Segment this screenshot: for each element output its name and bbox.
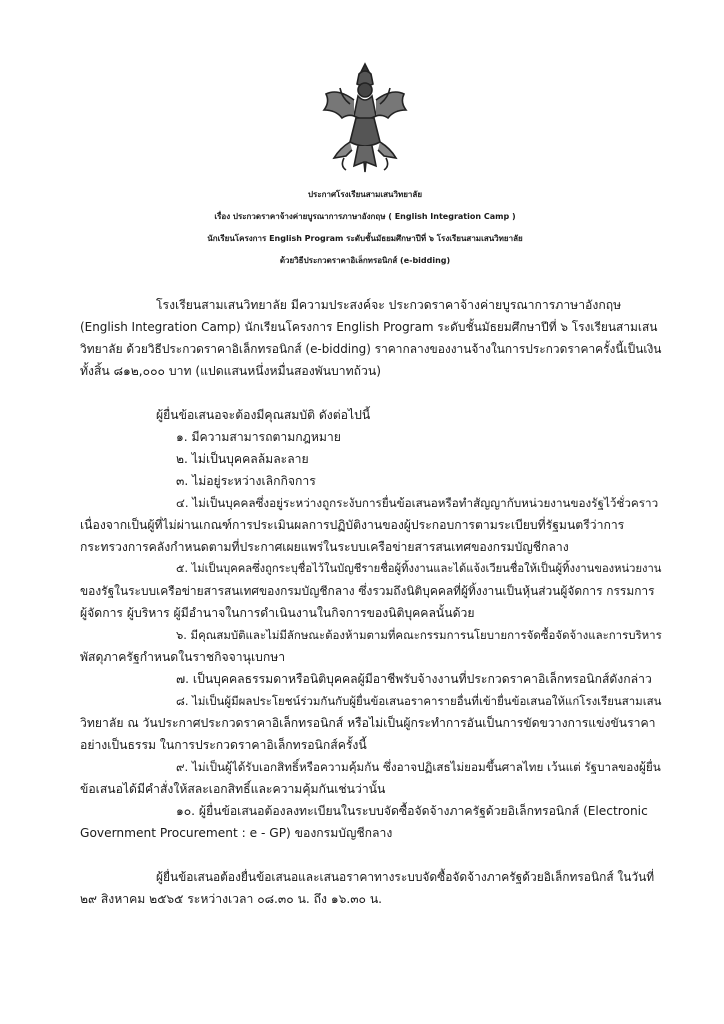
announcement-title: ประกาศโรงเรียนสามเสนวิทยาลัย: [307, 190, 423, 199]
qualification-item-cont: ข้อเสนอได้มีคำสั่งให้สละเอกสิทธิ์และความคุ้มกันเช่นว่านั้น: [80, 782, 386, 796]
qualifications-title: ผู้ยื่นข้อเสนอจะต้องมีคุณสมบัติ ดังต่อไปนี้: [156, 408, 371, 422]
qualification-item: ๒. ไม่เป็นบุคคลล้มละลาย: [176, 452, 309, 466]
closing-paragraph: ๒๙ สิงหาคม ๒๕๖๕ ระหว่างเวลา ๐๘.๓๐ น. ถึง ๑๖.๓๐ น.: [80, 892, 383, 906]
qualification-item: ๘. ไม่เป็นผู้มีผลประโยชน์ร่วมกันกับผู้ยื่นข้อเสนอราคารายอื่นที่เข้ายื่นข้อเสนอให้แก่โรงเรียนสามเสน: [176, 694, 662, 708]
qualification-item-cont: เนื่องจากเป็นผู้ที่ไม่ผ่านเกณฑ์การประเมินผลการปฏิบัติงานของผู้ประกอบการตามระเบียบที่รัฐมนตรีว่าการ: [80, 518, 625, 532]
qualification-item: ๑. มีความสามารถตามกฎหมาย: [176, 430, 341, 444]
intro-paragraph: ทั้งสิ้น ๘๑๒,๐๐๐ บาท (แปดแสนหนึ่งหมื่นสองพันบาทถ้วน): [80, 364, 381, 378]
announcement-subject: เรื่อง ประกวดราคาจ้างค่ายบูรณาการภาษาอังกฤษ ( English Integration Camp ): [214, 212, 516, 221]
intro-paragraph: วิทยาลัย ด้วยวิธีประกวดราคาอิเล็กทรอนิกส์ (e-bidding) ราคากลางของงานจ้างในการประกวดราคาครั้งนี้เป็นเงิน: [80, 342, 662, 356]
qualification-item-cont: วิทยาลัย ณ วันประกาศประกวดราคาอิเล็กทรอนิกส์ หรือไม่เป็นผู้กระทำการอันเป็นการขัดขวางการแข่งขันราคา: [80, 716, 656, 730]
intro-paragraph: โรงเรียนสามเสนวิทยาลัย มีความประสงค์จะ ประกวดราคาจ้างค่ายบูรณาการภาษาอังกฤษ: [156, 298, 622, 312]
qualification-item-cont: อย่างเป็นธรรม ในการประกวดราคาอิเล็กทรอนิกส์ครั้งนี้: [80, 738, 367, 752]
qualification-item: ๑๐. ผู้ยื่นข้อเสนอต้องลงทะเบียนในระบบจัดซื้อจัดจ้างภาครัฐด้วยอิเล็กทรอนิกส์ (Electronic: [176, 804, 648, 818]
garuda-emblem-icon: [320, 58, 410, 180]
intro-paragraph: (English Integration Camp) นักเรียนโครงการ English Program ระดับชั้นมัธยมศึกษาปีที่ ๖ โรงเรียนสามเสน: [80, 320, 658, 334]
qualification-item: ๗. เป็นบุคคลธรรมดาหรือนิติบุคคลผู้มีอาชีพรับจ้างงานที่ประกวดราคาอิเล็กทรอนิกส์ดังกล่าว: [176, 672, 652, 686]
qualification-item-cont: ของรัฐในระบบเครือข่ายสารสนเทศของกรมบัญชีกลาง ซึ่งรวมถึงนิติบุคคลที่ผู้ทิ้งงานเป็นหุ้นส่วนผู้จัดการ กรรมการ: [80, 584, 655, 598]
qualification-item-cont: กระทรวงการคลังกำหนดตามที่ประกาศเผยแพร่ในระบบเครือข่ายสารสนเทศของกรมบัญชีกลาง: [80, 540, 569, 554]
announcement-subject-line3: ด้วยวิธีประกวดราคาอิเล็กทรอนิกส์ (e-bidding): [279, 256, 451, 265]
qualification-item: ๔. ไม่เป็นบุคคลซึ่งอยู่ระหว่างถูกระงับการยื่นข้อเสนอหรือทำสัญญากับหน่วยงานของรัฐไว้ชั่วคราว: [176, 496, 659, 510]
qualification-item: ๙. ไม่เป็นผู้ได้รับเอกสิทธิ์หรือความคุ้มกัน ซึ่งอาจปฏิเสธไม่ยอมขึ้นศาลไทย เว้นแต่ รัฐบาลของผู้ยื่น: [176, 760, 661, 774]
qualification-item-cont: Government Procurement : e - GP) ของกรมบัญชีกลาง: [80, 826, 393, 840]
qualification-item: ๓. ไม่อยู่ระหว่างเลิกกิจการ: [176, 474, 316, 488]
qualification-item: ๕. ไม่เป็นบุคคลซึ่งถูกระบุชื่อไว้ในบัญชีรายชื่อผู้ทิ้งงานและได้แจ้งเวียนชื่อให้เป็นผู้ทิ้งงานของหน่วยงาน: [176, 562, 662, 575]
announcement-subject-line2: นักเรียนโครงการ English Program ระดับชั้นมัธยมศึกษาปีที่ ๖ โรงเรียนสามเสนวิทยาลัย: [207, 234, 523, 243]
qualification-item: ๖. มีคุณสมบัติและไม่มีลักษณะต้องห้ามตามที่คณะกรรมการนโยบายการจัดซื้อจัดจ้างและการบริหาร: [176, 628, 662, 642]
closing-paragraph: ผู้ยื่นข้อเสนอต้องยื่นข้อเสนอและเสนอราคาทางระบบจัดซื้อจัดจ้างภาครัฐด้วยอิเล็กทรอนิกส์ ในวันที่: [156, 870, 655, 884]
qualification-item-cont: พัสดุภาครัฐกำหนดในราชกิจจานุเบกษา: [80, 650, 286, 664]
qualification-item-cont: ผู้จัดการ ผู้บริหาร ผู้มีอำนาจในการดำเนินงานในกิจการของนิติบุคคลนั้นด้วย: [80, 606, 475, 620]
